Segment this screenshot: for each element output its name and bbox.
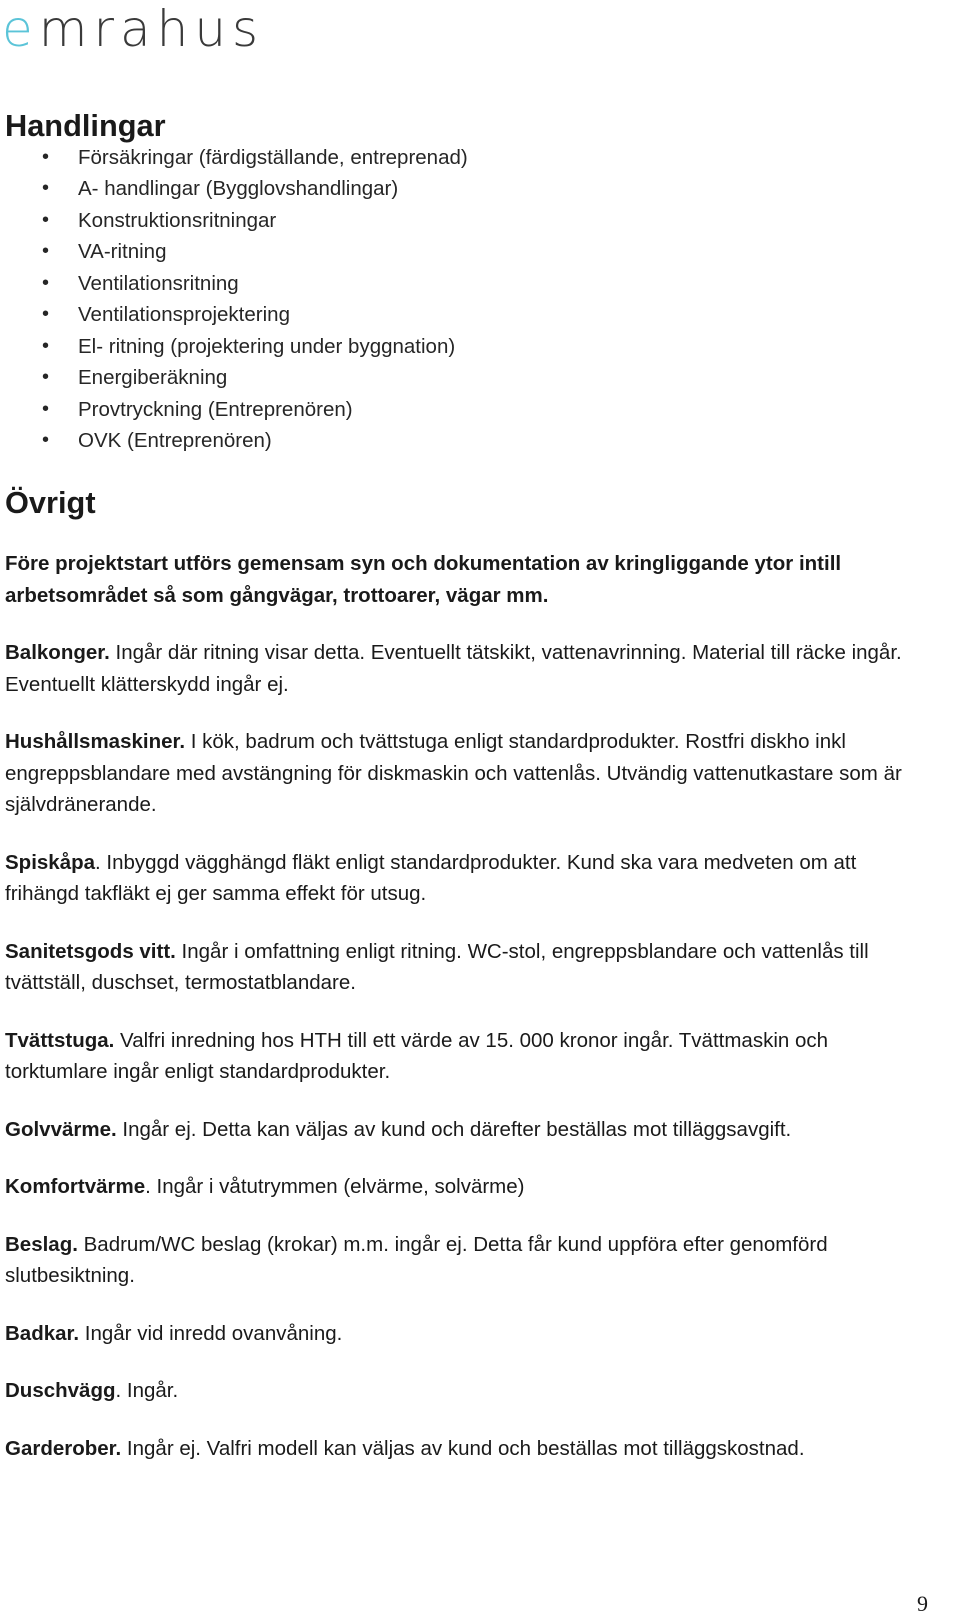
paragraph-lead: Golvvärme. <box>5 1117 117 1141</box>
list-item-text: Provtryckning (Entreprenören) <box>78 397 353 421</box>
paragraph-text: . Ingår. <box>115 1379 179 1402</box>
list-item-text: Ventilationsritning <box>78 271 239 295</box>
list-item <box>5 268 935 300</box>
bullet-icon: • <box>42 177 50 199</box>
paragraph-text: Ingår vid inredd ovanvåning. <box>79 1321 343 1345</box>
paragraph-lead: Beslag. <box>5 1232 78 1256</box>
spec-paragraph <box>5 1171 935 1203</box>
list-item-text: OVK (Entreprenören) <box>78 429 272 452</box>
list-item <box>5 299 935 331</box>
paragraph-lead: Badkar. <box>5 1321 80 1345</box>
list-item <box>5 331 935 363</box>
bullet-icon: • <box>42 429 50 451</box>
paragraph-lead: Sanitetsgods vitt. <box>5 939 176 963</box>
bullet-icon: • <box>42 397 50 420</box>
ovrigt-heading: Övrigt <box>5 484 96 520</box>
paragraph-text: Valfri inredning hos HTH till ett värde av 15. 000 kronor ingår. Tvättmaskin och torktumlare ingår enligt standardprodukter. <box>5 1028 829 1083</box>
list-item <box>5 425 935 457</box>
paragraph-text: Ingår där ritning visar detta. Eventuellt tätskikt, vattenavrinning. Material till räcke ingår. Eventuellt klätterskydd ingår ej. <box>5 641 902 696</box>
bullet-icon: • <box>42 240 50 262</box>
logo-accent-letter: e <box>2 0 39 58</box>
list-item <box>5 394 935 426</box>
paragraph-lead: Spiskåpa <box>5 850 96 874</box>
spec-paragraph <box>5 1433 935 1465</box>
handlingar-list <box>5 142 935 457</box>
spec-paragraph <box>5 1114 935 1146</box>
paragraph-text: Ingår i omfattning enligt ritning. WC-stol, engreppsblandare och vattenlås till tvättställ, duschset, termostatblandare. <box>5 939 869 994</box>
list-item <box>5 362 935 394</box>
page-number: 9 <box>917 1591 928 1616</box>
ovrigt-intro: Före projektstart utförs gemensam syn och dokumentation av kringliggande ytor intill arbetsområdet så som gångvägar, trottoarer, vägar mm. <box>5 552 842 607</box>
list-item <box>5 236 935 268</box>
bullet-icon: • <box>42 145 50 168</box>
list-item <box>5 173 935 205</box>
bullet-icon: • <box>42 208 50 231</box>
spec-paragraph <box>5 1375 935 1407</box>
paragraph-text: Ingår ej. Valfri modell kan väljas av kund och beställas mot tilläggskostnad. <box>121 1436 805 1460</box>
list-item-text: Ventilationsprojektering <box>78 303 290 326</box>
paragraph-lead: Tvättstuga. <box>5 1028 115 1052</box>
bullet-icon: • <box>42 303 50 325</box>
svg-text:emrahus <box>2 0 264 58</box>
paragraph-lead: Garderober. <box>5 1436 122 1460</box>
paragraph-lead: Balkonger. <box>5 641 110 664</box>
spec-paragraph <box>5 726 935 821</box>
spec-paragraph <box>5 1025 935 1088</box>
logo-rest: mrahus <box>38 0 265 58</box>
emrahus-logo <box>0 0 310 60</box>
paragraph-text: Badrum/WC beslag (krokar) m.m. ingår ej. Detta får kund uppföra efter genomförd slutbesiktning. <box>5 1232 828 1287</box>
paragraph-text: I kök, badrum och tvättstuga enligt standardprodukter. Rostfri diskho inkl engreppsblandare med avstängning för diskmaskin och vattenlås. Utvändig vattenutkastare som är självdränerande. <box>5 730 902 816</box>
list-item-text: A- handlingar (Bygglovshandlingar) <box>78 177 399 200</box>
paragraph-lead: Komfortvärme <box>5 1175 146 1198</box>
spec-paragraph <box>5 637 935 700</box>
spec-paragraph <box>5 1229 935 1292</box>
list-item-text: Energiberäkning <box>78 366 228 389</box>
ovrigt-paragraphs <box>5 637 935 1464</box>
list-item <box>5 142 935 174</box>
bullet-icon: • <box>42 271 50 294</box>
list-item-text: Försäkringar (färdigställande, entreprenad) <box>78 145 468 169</box>
spec-paragraph <box>5 936 935 999</box>
paragraph-text: Ingår ej. Detta kan väljas av kund och därefter beställas mot tilläggsavgift. <box>116 1117 792 1141</box>
paragraph-lead: Duschvägg <box>5 1379 116 1402</box>
spec-paragraph <box>5 847 935 910</box>
list-item-text: VA-ritning <box>78 240 167 263</box>
document-body <box>5 110 935 1490</box>
list-item-text: El- ritning (projektering under byggnation) <box>78 334 456 358</box>
list-item-text: Konstruktionsritningar <box>78 208 277 232</box>
bullet-icon: • <box>42 366 50 388</box>
paragraph-lead: Hushållsmaskiner. <box>5 730 186 753</box>
handlingar-heading: Handlingar <box>5 108 166 143</box>
paragraph-text: . Inbyggd vägghängd fläkt enligt standardprodukter. Kund ska vara medveten om att frihängd takfläkt ej ger samma effekt för utsug. <box>5 850 857 905</box>
spec-paragraph <box>5 1318 935 1350</box>
list-item <box>5 205 935 237</box>
bullet-icon: • <box>42 334 50 357</box>
paragraph-text: . Ingår i våtutrymmen (elvärme, solvärme) <box>145 1175 525 1198</box>
